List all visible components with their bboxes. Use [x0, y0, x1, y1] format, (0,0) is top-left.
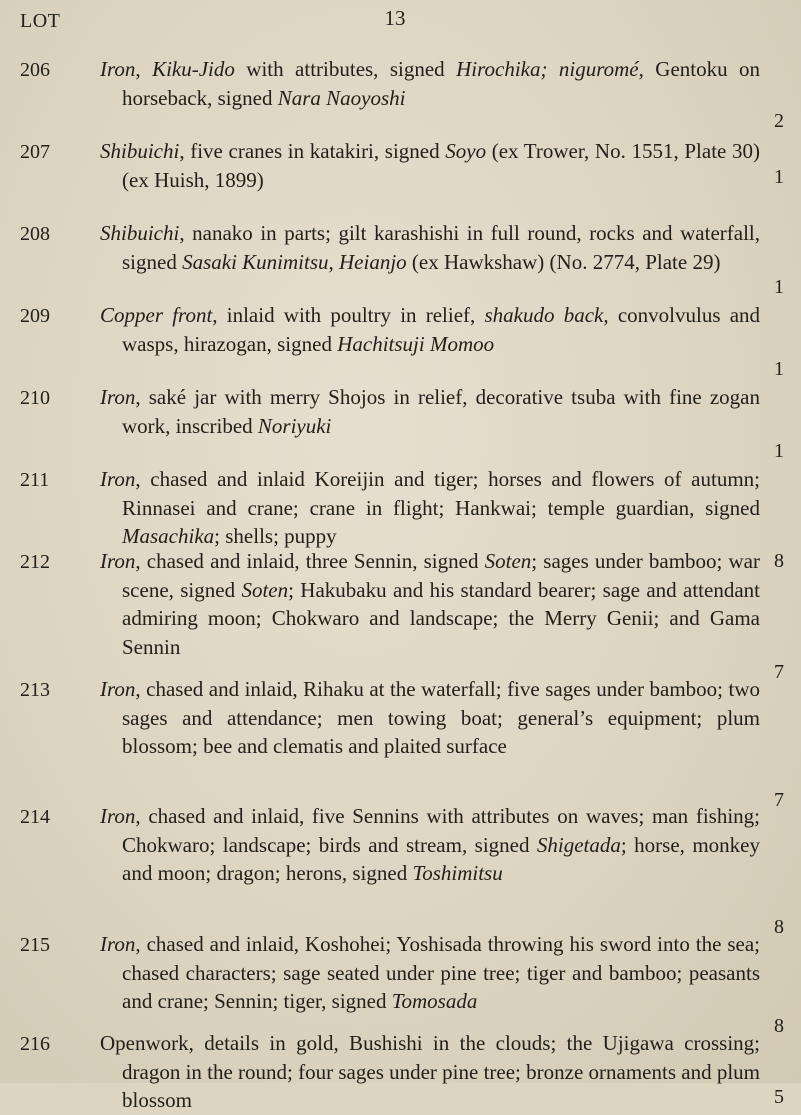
text-run: with attributes, signed	[234, 57, 457, 81]
text-run: , five cranes in katakiri, signed	[179, 139, 446, 163]
text-run: , chased and inlaid, five Sennins with attributes on waves; man fishing; Chokwaro; landscape; birds and stream, signed	[122, 804, 760, 857]
italic-text: back	[563, 303, 604, 327]
text-run: ; horse, monkey and moon; dragon; herons, signed	[122, 832, 760, 885]
italic-text: Shigetada	[536, 832, 621, 857]
page-number: 13	[384, 6, 406, 30]
lot-number: 216	[20, 1033, 50, 1055]
lot-description	[100, 301, 760, 358]
text-run: , chased and inlaid, Koshohei; Yoshisada throwing his sword into the sea; chased characters; sage seated under pine tree; tiger and bamboo; peasants and crane; Sennin; tiger, signed	[122, 932, 760, 1013]
text-run: ; Hakubaku and his standard bearer; sage and attendant admiring moon; Chokwaro and landscape; the Merry Genii; and Gama Sennin	[122, 577, 760, 659]
text-run: Openwork, details in gold, Bushishi in the clouds; the Ujigawa crossing; dragon in the round; four sages under pine tree; bronze ornaments and plum blossom	[100, 1031, 760, 1112]
lot-description	[100, 219, 760, 276]
lot-number: 214	[20, 806, 50, 828]
lot-quantity: 7	[774, 789, 784, 811]
lot-description	[100, 675, 760, 761]
italic-text: Hachitsuji Momoo	[337, 331, 495, 356]
text-run: , saké jar with merry Shojos in relief, decorative tsuba with fine zogan work, inscribed	[122, 385, 760, 438]
italic-text: Toshimitsu	[412, 861, 503, 885]
italic-text: Iron	[100, 677, 136, 701]
lot-number: 213	[20, 679, 50, 701]
italic-text: Shibuichi	[100, 221, 180, 245]
lot-description	[100, 930, 760, 1016]
text-run	[555, 303, 564, 327]
lot-quantity: 2	[774, 110, 784, 132]
italic-text: front	[172, 303, 213, 327]
lot-quantity: 8	[774, 1015, 784, 1037]
lot-description	[100, 1029, 760, 1115]
lot-number: 215	[20, 934, 50, 956]
italic-text: Tomosada	[391, 989, 478, 1013]
italic-text: Iron	[100, 385, 136, 409]
text-run	[163, 303, 172, 327]
lot-number: 212	[20, 551, 50, 573]
lot-description	[100, 137, 760, 194]
italic-text: Kiku-Jido	[152, 57, 235, 81]
lot-description	[100, 547, 760, 661]
lot-quantity: 1	[774, 440, 784, 462]
lot-quantity: 8	[774, 916, 784, 938]
lot-description	[100, 55, 760, 112]
text-run: , chased and inlaid Koreijin and tiger; horses and flowers of autumn; Rinnasei and crane; crane in flight; Hankwai; temple guardian, signed	[122, 467, 760, 520]
italic-text: Copper	[100, 303, 163, 327]
lot-column-header: LOT	[20, 10, 61, 32]
text-run: , nanako in parts; gilt karashishi in full round, rocks and waterfall, signed	[122, 221, 760, 274]
lot-number: 208	[20, 223, 50, 245]
lot-quantity: 1	[774, 276, 784, 298]
text-run: (ex Hawkshaw) (No. 2774, Plate 29)	[406, 249, 721, 274]
italic-text: Noriyuki	[257, 413, 332, 438]
lot-quantity: 7	[774, 661, 784, 683]
italic-text: Masachika	[122, 524, 215, 548]
italic-text: Shibuichi	[100, 139, 180, 163]
italic-text: Iron	[100, 549, 136, 573]
lot-quantity: 5	[774, 1086, 784, 1108]
italic-text: Iron	[100, 467, 136, 491]
italic-text: Iron	[100, 804, 136, 828]
italic-text: Soten	[241, 577, 289, 602]
text-run: , inlaid with poultry in relief,	[212, 303, 485, 327]
lot-quantity: 1	[774, 166, 784, 188]
text-run: ; sages under bamboo; war scene, signed	[122, 549, 760, 602]
italic-text: Sasaki Kunimitsu, Heianjo	[182, 249, 407, 274]
text-run: , chased and inlaid, three Sennin, signed	[135, 549, 485, 573]
italic-text: Nara Naoyoshi	[277, 85, 406, 110]
lot-description	[100, 465, 760, 551]
italic-text: Soten	[484, 549, 532, 573]
text-run: , chased and inlaid, Rihaku at the waterfall; five sages under bamboo; two sages and attendance; men towing boat; general’s equipment; plum blossom; bee and clematis and plaited surface	[122, 677, 760, 758]
lot-number: 211	[20, 469, 50, 491]
lot-quantity: 1	[774, 358, 784, 380]
text-run: , Gentoku on horseback, signed	[122, 57, 761, 110]
italic-text: Hirochika; niguromé	[456, 57, 639, 81]
lot-number: 209	[20, 305, 50, 327]
lot-description	[100, 383, 760, 440]
lot-quantity: 8	[774, 550, 784, 572]
italic-text: Soyo	[445, 139, 487, 163]
text-run: (ex Trower, No. 1551, Plate 30) (ex Huish, 1899)	[122, 139, 760, 192]
lot-number: 210	[20, 387, 50, 409]
italic-text: Iron	[100, 57, 136, 81]
text-run: , convolvulus and wasps, hirazogan, signed	[122, 303, 761, 356]
italic-text: Iron	[100, 932, 136, 956]
text-run: ,	[135, 57, 153, 81]
text-run: ; shells; puppy	[214, 524, 337, 548]
italic-text: shakudo	[484, 303, 555, 327]
lot-description	[100, 802, 760, 888]
lot-number: 207	[20, 141, 50, 163]
lot-number: 206	[20, 59, 50, 81]
